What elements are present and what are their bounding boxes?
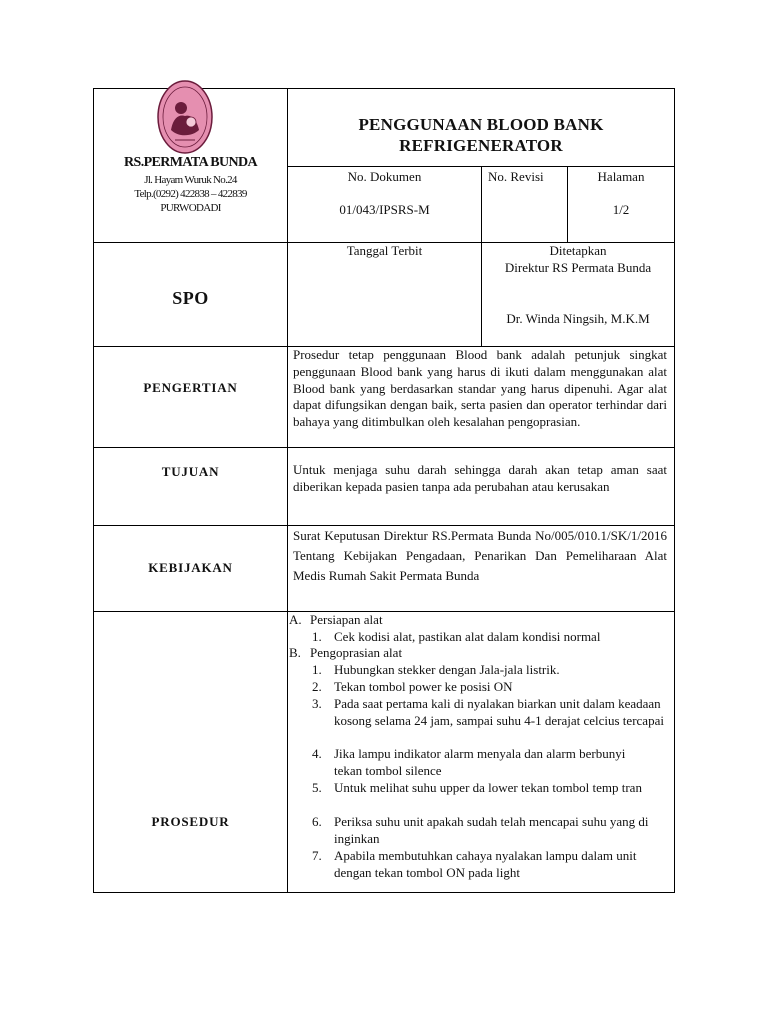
revisi-divider [481, 166, 482, 243]
section-b-title: Pengoprasian alat [310, 645, 403, 660]
hospital-seal-logo [157, 80, 213, 154]
hospital-address-line-1: Jl. Hayam Wuruk No.24 [144, 174, 237, 186]
halaman-label: Halaman [597, 169, 645, 184]
step-b2-text: Tekan tombol power ke posisi ON [334, 679, 513, 694]
no-dokumen-value: 01/043/IPSRS-M [339, 202, 430, 217]
step-b5-text: Untuk melihat suhu upper da lower tekan tombol temp tran [334, 780, 642, 795]
step-a1-marker: 1. [312, 629, 322, 644]
step-b3-marker: 3. [312, 696, 322, 711]
ditetapkan-label: Ditetapkan [549, 243, 607, 258]
step-b1-marker: 1. [312, 662, 322, 677]
direktur-label: Direktur RS Permata Bunda [504, 260, 652, 275]
no-dokumen-label: No. Dokumen [347, 169, 422, 184]
row-divider-pengertian [93, 447, 675, 448]
spo-label: SPO [172, 288, 209, 308]
step-b4-marker: 4. [312, 746, 322, 761]
no-revisi-label: No. Revisi [488, 169, 544, 184]
step-b1-text: Hubungkan stekker dengan Jala-jala listrik. [334, 662, 560, 677]
section-a-marker: A. [289, 612, 302, 627]
step-b7-text: Apabila membutuhkan cahaya nyalakan lampu dalam unit dengan tekan tombol ON pada light [334, 848, 637, 880]
tujuan-label: TUJUAN [161, 464, 220, 479]
table-border-right [674, 88, 675, 893]
table-border-bottom [93, 892, 675, 893]
step-b4-text: Jika lampu indikator alarm menyala dan alarm berbunyi tekan tombol silence [334, 746, 626, 778]
step-b2-marker: 2. [312, 679, 322, 694]
section-b-marker: B. [289, 645, 301, 660]
kebijakan-text: Surat Keputusan Direktur RS.Permata Bunda No/005/010.1/SK/1/2016 Tentang Kebijakan Pengadaan, Penarikan Dan Pemeliharaan Alat Medis Rumah Sakit Permata Bunda [293, 528, 667, 583]
section-a-title: Persiapan alat [310, 612, 383, 627]
kebijakan-label: KEBIJAKAN [148, 560, 233, 575]
pengertian-text: Prosedur tetap penggunaan Blood bank adalah petunjuk singkat penggunaan Blood bank yang harus di ikuti dalam menggunakan alat Blood bank yang berdasarkan standar yang harus dipenuhi. Agar alat dapat difungsikan dengan baik, serta pasien dan operator terhindar dari bahaya yang ditimbulkan oleh kesalahan pengoprasian. [293, 347, 667, 430]
hospital-city: PURWODADI [160, 202, 221, 214]
hospital-name: RS.PERMATA BUNDA [124, 155, 257, 170]
step-b6-text: Periksa suhu unit apakah sudah telah mencapai suhu yang di inginkan [334, 814, 649, 846]
step-b6-marker: 6. [312, 814, 322, 829]
signatory-name: Dr. Winda Ningsih, M.K.M [506, 311, 650, 326]
document-title-line-2: REFRIGENERATOR [399, 136, 563, 155]
hospital-phone: Telp.(0292) 422838 – 422839 [134, 188, 247, 200]
document-title [288, 114, 674, 156]
halaman-value: 1/2 [612, 202, 630, 217]
pengertian-label: PENGERTIAN [143, 380, 238, 395]
step-b7-marker: 7. [312, 848, 322, 863]
step-b5-marker: 5. [312, 780, 322, 795]
step-b3-text: Pada saat pertama kali di nyalakan biarkan unit dalam keadaan kosong selama 24 jam, sampai suhu 4-1 derajat celcius tercapai [334, 696, 664, 728]
tujuan-text: Untuk menjaga suhu darah sehingga darah akan tetap aman saat diberikan kepada pasien tanpa ada perubahan atau kerusakan [293, 462, 667, 494]
step-a1-text: Cek kodisi alat, pastikan alat dalam kondisi normal [334, 629, 601, 644]
row-divider-kebijakan [93, 611, 675, 612]
prosedur-label: PROSEDUR [151, 814, 230, 829]
document-title-line-1: PENGGUNAAN BLOOD BANK [358, 115, 604, 134]
tanggal-terbit-label: Tanggal Terbit [346, 243, 423, 258]
